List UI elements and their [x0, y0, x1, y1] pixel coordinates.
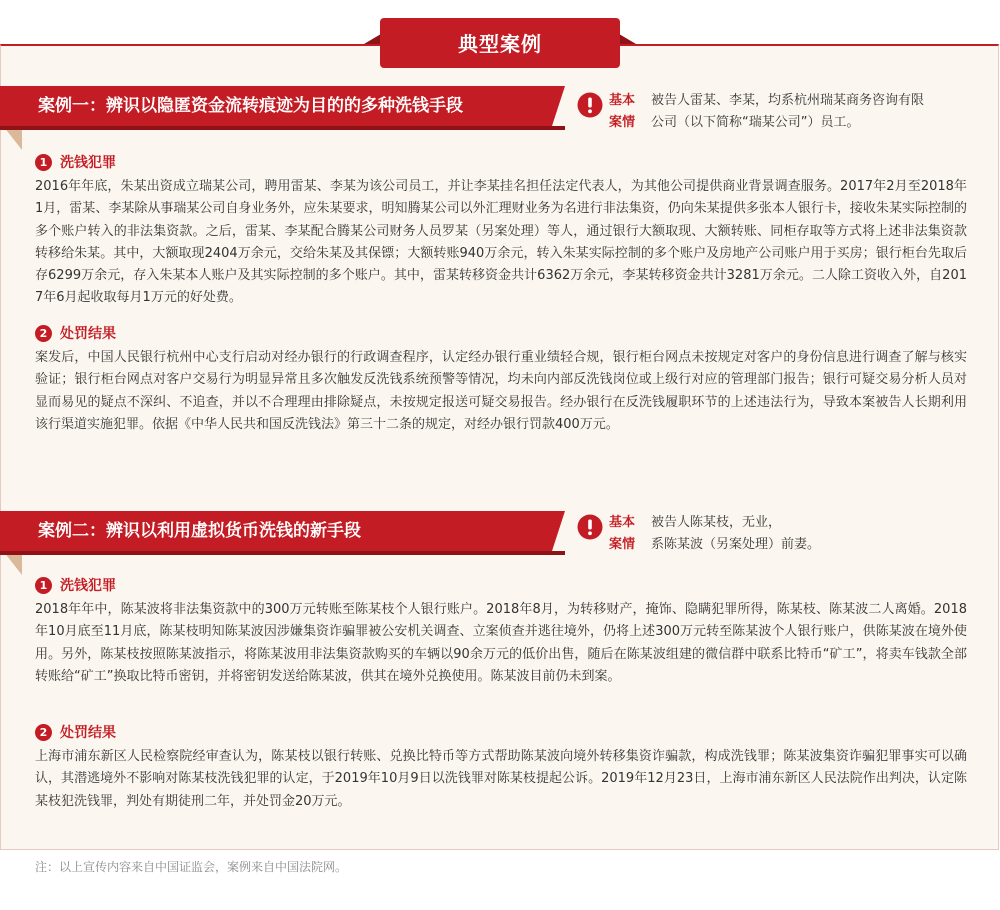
section-title: 处罚结果 [60, 725, 116, 741]
basic-facts-text-2: 系陈某波（另案处理）前妻。 [651, 537, 821, 552]
case-1-basic-facts [577, 90, 977, 136]
basic-facts-label-1: 基本 [609, 515, 636, 530]
exclamation-icon [577, 92, 603, 118]
section-title: 洗钱犯罪 [60, 578, 116, 594]
case-1-penalty-paragraph: 案发后，中国人民银行杭州中心支行启动对经办银行的行政调查程序，认定经办银行重业绩轻合规，银行柜台网点未按规定对客户的身份信息进行调查了解与核实验证；银行柜台网点对客户交易行为明显异常且多次触发反洗钱系统预警等情况，均未向内部反洗钱岗位或上级行对应的管理部门报告；银行可疑交易分析人员对显而易见的疑点不深纠、不追查，并以不合理理由排除疑点，未按规定报送可疑交易报告。经办银行在反洗钱履职环节的上述违法行为，导致本案被告人长期利用该行渠道实施犯罪。依据《中华人民共和国反洗钱法》第三十二条的规定，对经办银行罚款400万元。 [35, 350, 967, 432]
case-1-title: 案例一：辨识以隐匿资金流转痕迹为目的的多种洗钱手段 [38, 96, 463, 116]
page-title: 典型案例 [458, 32, 542, 56]
content-panel [0, 44, 999, 850]
basic-facts-text-1: 被告人雷某、李某，均系杭州瑞某商务咨询有限 [651, 93, 925, 108]
section-title: 洗钱犯罪 [60, 155, 116, 171]
case-2-basic-facts [577, 512, 977, 558]
case-2-penalty-paragraph: 上海市浦东新区人民检察院经审查认为，陈某枝以银行转账、兑换比特币等方式帮助陈某波向境外转移集资诈骗款，构成洗钱罪；陈某波集资诈骗犯罪事实可以确认，其潜逃境外不影响对陈某枝洗钱犯罪的认定，于2019年10月9日以洗钱罪对陈某枝提起公诉。2019年12月23日，上海市浦东新区人民法院作出判决，认定陈某枝犯洗钱罪，判处有期徒刑二年，并处罚金20万元。 [35, 749, 967, 809]
case-2-banner [0, 511, 565, 555]
case-2-crime-paragraph: 2018年年中，陈某波将非法集资款中的300万元转账至陈某枝个人银行账户。2018年8月，为转移财产，掩饰、隐瞒犯罪所得，陈某枝、陈某波二人离婚。2018年10月底至11月底，陈某枝明知陈某波因涉嫌集资诈骗罪被公安机关调查、立案侦查并逃往境外，仍将上述300万元转至陈某波个人银行账户，供陈某波在境外使用。另外，陈某枝按照陈某波指示，将陈某波用非法集资款购买的车辆以90余万元的低价出售，随后在陈某波组建的微信群中联系比特币“矿工”，将卖车钱款全部转账给“矿工”换取比特币密钥，并将密钥发送给陈某波，供其在境外兑换使用。陈某波目前仍未到案。 [35, 602, 967, 684]
case-1-banner [0, 86, 565, 130]
basic-facts-text-1: 被告人陈某枝，无业， [651, 515, 782, 530]
case-2-title: 案例二：辨识以利用虚拟货币洗钱的新手段 [38, 521, 361, 541]
exclamation-icon [577, 514, 603, 540]
header-tab [350, 18, 650, 68]
case-1-crime-paragraph: 2016年年底，朱某出资成立瑞某公司，聘用雷某、李某为该公司员工，并让李某挂名担任法定代表人，为其他公司提供商业背景调查服务。2017年2月至2018年1月，雷某、李某除从事瑞某公司自身业务外，应朱某要求，明知腾某公司以外汇理财业务为名进行非法集资，仍向朱某提供多张本人银行卡，接收朱某实际控制的多个账户转入的非法集资款。之后，雷某、李某配合腾某公司财务人员罗某（另案处理）等人，通过银行大额取现、大额转账、同柜存取等方式将上述非法集资款转移给朱某。其中，大额取现2404万余元，交给朱某及其保镖；大额转账940万余元，转入朱某实际控制的多个账户及房地产公司账户用于买房；银行柜台先取后存6299万余元，存入朱某本人账户及其实际控制的多个账户。其中，雷某转移资金共计6362万余元，李某转移资金共计3281万余元。二人除工资收入外，自2017年6月起收取每月1万元的好处费。 [35, 179, 967, 306]
section-number-badge: 2 [35, 724, 52, 741]
basic-facts-label-2: 案情 [609, 537, 636, 552]
section-title: 处罚结果 [60, 326, 116, 342]
basic-facts-label-2: 案情 [609, 115, 636, 130]
basic-facts-label-1: 基本 [609, 93, 636, 108]
section-number-badge: 1 [35, 154, 52, 171]
basic-facts-text-2: 公司（以下简称“瑞某公司”）员工。 [651, 115, 860, 130]
section-number-badge: 2 [35, 325, 52, 342]
source-footnote: 注：以上宣传内容来自中国证监会，案例来自中国法院网。 [35, 860, 348, 874]
section-number-badge: 1 [35, 577, 52, 594]
